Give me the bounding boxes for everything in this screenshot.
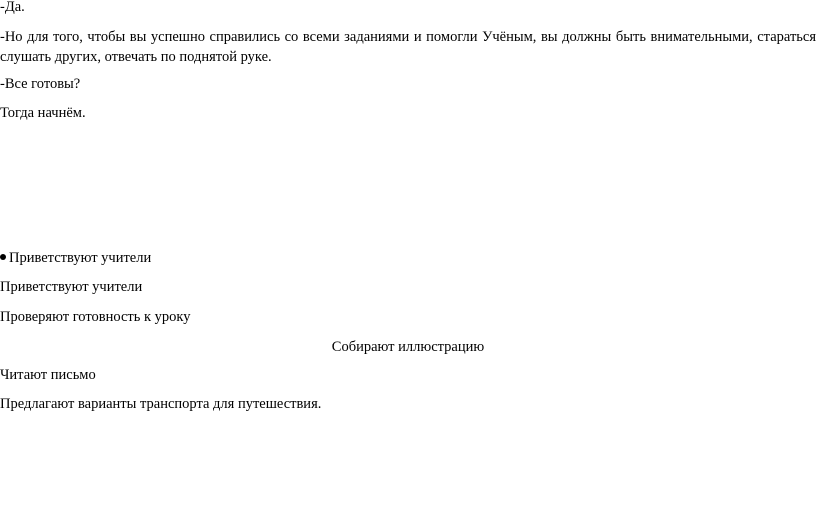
- paragraph-greet-teachers: Приветствуют учители: [0, 279, 143, 295]
- paragraph-read-letter: Читают письмо: [0, 367, 96, 383]
- paragraph-collect-illustration: Собирают иллюстрацию: [331, 339, 485, 355]
- paragraph-lets-begin: Тогда начнём.: [0, 105, 86, 121]
- paragraph-da: -Да.: [0, 0, 25, 15]
- paragraph-check-readiness: Проверяют готовность к уроку: [0, 309, 191, 325]
- paragraph-transport-options: Предлагают варианты транспорта для путешествия.: [0, 396, 322, 412]
- bullet-icon: [0, 254, 6, 260]
- paragraph-instructions: -Но для того, чтобы вы успешно справились со всеми заданиями и помогли Учёным, вы должны быть внимательными, стараться слушать других, отвечать по поднятой руке.: [0, 29, 816, 65]
- bullet-item-text: Приветствуют учители: [9, 250, 152, 266]
- bullet-list-item: [0, 249, 151, 267]
- paragraph-all-ready: -Все готовы?: [0, 76, 81, 92]
